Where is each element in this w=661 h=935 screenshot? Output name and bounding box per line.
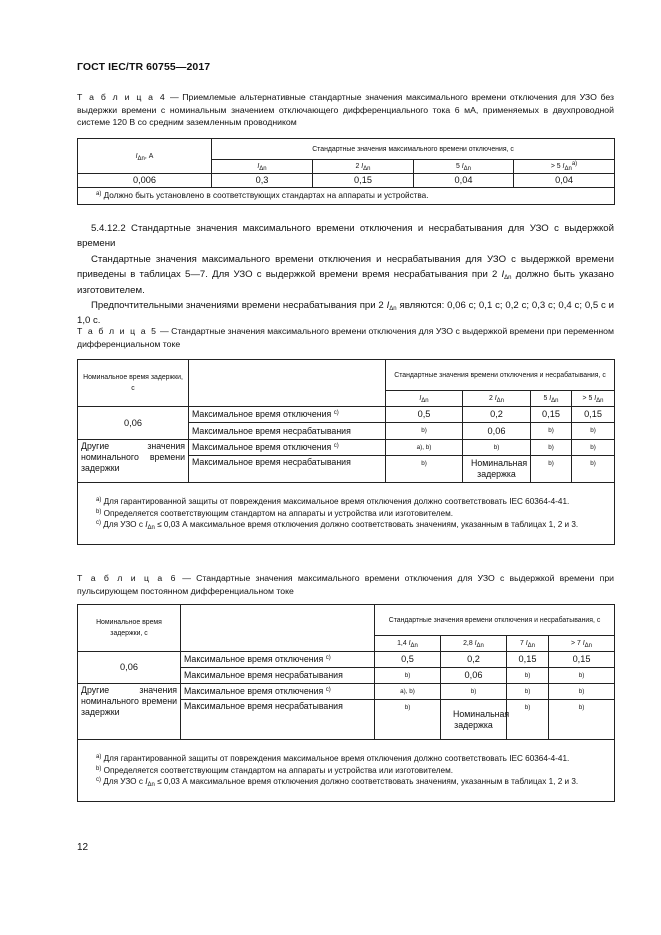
table-row: Максимальное время несрабатывания b) 0,06 b) b) — [78, 668, 615, 684]
section-paragraph-2: Предпочтительными значениями времени несрабатывания при 2 $I_{\Delta n}$ являются: 0,06 с; 0,1 с; 0,2 с; 0,3 с; 0,4 с; 0,5 с и 1,0 с. — [77, 300, 614, 327]
table5: Номинальное время задержки, с Стандартные значения времени отключения и несрабатывания, с $I_{\Delta n}$ 2 $I_{\Delta n}$ 5 $I_{\Delta n}$ > 5 $I_{\Delta n}$ 0,06 Максимальное время отключения $^{c)}$ 0,5 0,2 0,15 0,15 Максимальное время несрабатывания b) 0,06 b) b) Другие значения номинального времени задержки Максимальное время отключения $^{c)}$ a), b) b) b) b) Максимальное время несрабатывания b) Номинальная задержка b) b) $^{a)}$ Для гарантированной защиты от повреждения максимальное время отключения должно соответствовать IEC 60364-4-41. $^{b)}$ Определяется соответствующим стандартом на аппараты и устройства или изготовителем. $^{c)}$ Для УЗО с $I_{\Delta n} \le 0,03$ А максимальное время отключения должно соответствовать значениям, указанным в таблицах 1, 2 и 3. — [77, 359, 615, 545]
section-text — [77, 221, 614, 329]
table5-delay-header: Номинальное время задержки, с — [78, 360, 189, 407]
table-row: 0,006 0,3 0,15 0,04 0,04 — [78, 174, 615, 188]
table6-label: Т а б л и ц а 6 — [77, 573, 178, 583]
table4-label: Т а б л и ц а 4 — [77, 92, 167, 102]
page-number: 12 — [77, 842, 89, 853]
table-row: Другие значения номинального времени задержки Максимальное время отключения $^{c)}$ a), b) b) b) b) — [78, 684, 615, 700]
table5-footnotes: $^{a)}$ Для гарантированной защиты от повреждения максимальное время отключения должно соответствовать IEC 60364-4-41. $^{b)}$ Определяется соответствующим стандартом на аппараты и устройства или изготовителем. $^{c)}$ Для УЗО с $I_{\Delta n} \le 0,03$ А максимальное время отключения должно соответствовать значениям, указанным в таблицах 1, 2 и 3. — [78, 483, 615, 545]
table4 — [77, 138, 615, 205]
section-paragraph-1: Стандартные значения максимального времени отключения и несрабатывания для УЗО с выдержкой времени приведены в таблицах 5—7. Для УЗО с выдержкой времени время несрабатывания при 2 $I_{\Delta n}$ должно быть указано изготовителем. — [77, 253, 614, 296]
table6: Номинальное время задержки, с Стандартные значения времени отключения и несрабатывания, с 1,4 $I_{\Delta n}$ 2,8 $I_{\Delta n}$ 7 $I_{\Delta n}$ > 7 $I_{\Delta n}$ 0,06 Максимальное время отключения $^{c)}$ 0,5 0,2 0,15 0,15 Максимальное время несрабатывания b) 0,06 b) b) Другие значения номинального времени задержки Максимальное время отключения $^{c)}$ a), b) b) b) b) Максимальное время несрабатывания b) Номинальная задержка b) b) $^{a)}$ Для гарантированной защиты от повреждения максимальное время отключения должно соответствовать IEC 60364-4-41. $^{b)}$ Определяется соответствующим стандартом на аппараты и устройства или изготовителем. $^{c)}$ Для УЗО с $I_{\Delta n} \le 0,03$ А максимальное время отключения должно соответствовать значениям, указанным в таблицах 1, 2 и 3. — [77, 604, 615, 802]
table4-col-1: $I_{\Delta n}$ — [212, 160, 313, 174]
table5-group-header: Стандартные значения времени отключения и несрабатывания, с — [386, 360, 615, 391]
table5-caption: Т а б л и ц а 5 — Стандартные значения максимального времени отключения для УЗО с выдержкой времени при переменном дифференциальном токе — [77, 326, 614, 349]
table-row: 0,06 Максимальное время отключения $^{c)}$ 0,5 0,2 0,15 0,15 — [78, 652, 615, 668]
table-row: Максимальное время несрабатывания b) Номинальная задержка b) b) — [78, 700, 615, 740]
table4-footnote: $^{a)}$ Должно быть установлено в соответствующих стандартах на аппараты и устройства. — [78, 188, 615, 205]
table-row: Максимальное время несрабатывания b) 0,06 b) b) — [78, 423, 615, 440]
table-row: Максимальное время несрабатывания b) Номинальная задержка b) b) — [78, 456, 615, 483]
table6-caption: Т а б л и ц а 6 — Стандартные значения максимального времени отключения для УЗО с выдержкой времени при пульсирующем постоянном дифференциальном токе — [77, 573, 614, 596]
table-row: 0,06 Максимальное время отключения $^{c)}$ 0,5 0,2 0,15 0,15 — [78, 407, 615, 423]
table4-col-4: > 5 $I_{\Delta n}^{a)}$ — [514, 160, 615, 174]
table4-group-header: Стандартные значения максимального времени отключения, с — [212, 139, 615, 160]
table4-col-2: 2 $I_{\Delta n}$ — [313, 160, 414, 174]
table6-group-header: Стандартные значения времени отключения и несрабатывания, с — [375, 605, 615, 636]
table-row: Другие значения номинального времени задержки Максимальное время отключения $^{c)}$ a), b) b) b) b) — [78, 440, 615, 456]
table4-caption: Т а б л и ц а 4 — Приемлемые альтернативные стандартные значения максимального времени отключения для УЗО без выдержки времени с номинальным значением отключающего дифференциального тока 6 мА, применяемых в двухпроводной системе 120 В со средним заземленным проводником — [77, 92, 614, 127]
document-header: ГОСТ IEC/TR 60755—2017 — [77, 61, 211, 73]
section-heading: 5.4.12.2 Стандартные значения максимального времени отключения и несрабатывания для УЗО с выдержкой времени — [77, 223, 614, 250]
table4-col-3: 5 $I_{\Delta n}$ — [414, 160, 514, 174]
table5-label: Т а б л и ц а 5 — [77, 326, 158, 336]
table6-delay-header: Номинальное время задержки, с — [78, 605, 181, 652]
table4-current-header: $I_{\Delta n}$, А — [78, 139, 212, 174]
table6-footnotes: $^{a)}$ Для гарантированной защиты от повреждения максимальное время отключения должно соответствовать IEC 60364-4-41. $^{b)}$ Определяется соответствующим стандартом на аппараты и устройства или изготовителем. $^{c)}$ Для УЗО с $I_{\Delta n} \le 0,03$ А максимальное время отключения должно соответствовать значениям, указанным в таблицах 1, 2 и 3. — [78, 740, 615, 802]
